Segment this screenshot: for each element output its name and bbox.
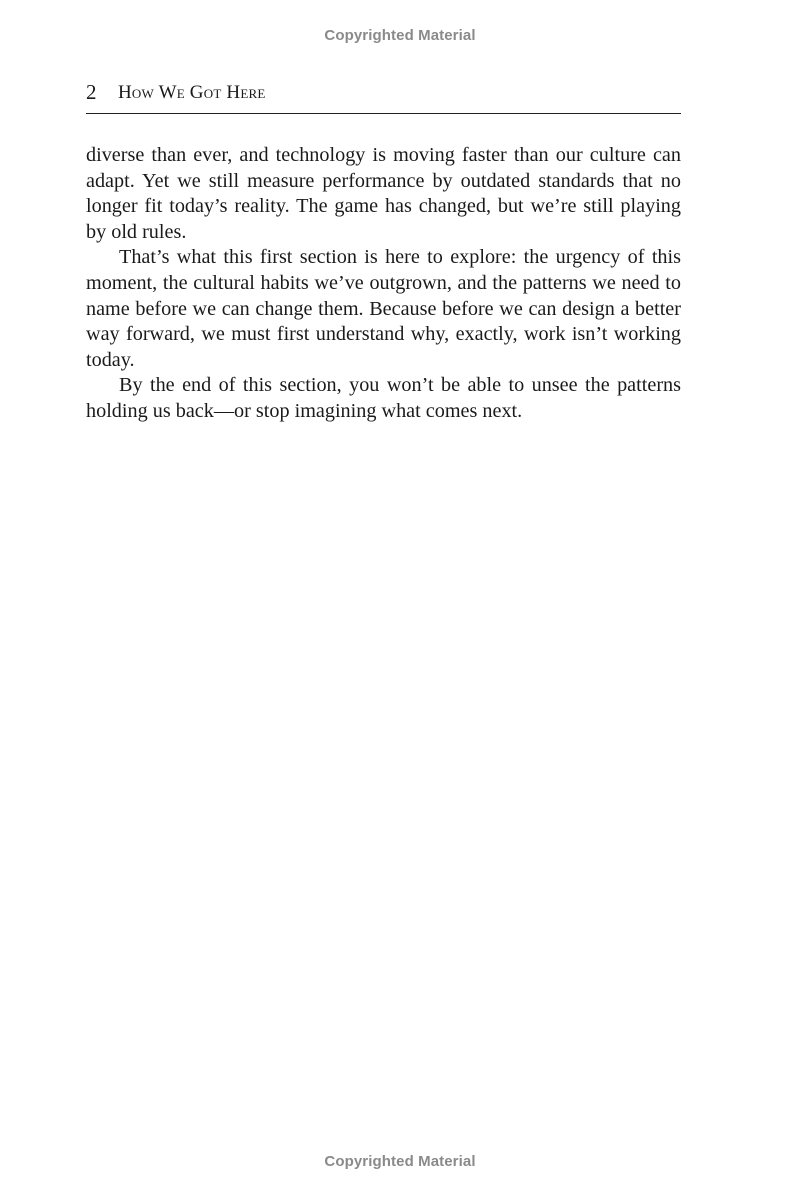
paragraph: That’s what this first section is here to explore: the urgency of this moment, the cultural habits we’ve outgrown, and the patterns we need to name before we can change them. Because before we can design a better way forward, we must first understand why, exactly, work isn’t working today. [86, 246, 681, 371]
paragraph: By the end of this section, you won’t be able to unsee the patterns holding us back—or stop imagining what comes next. [86, 374, 681, 422]
copyright-watermark-bottom: Copyrighted Material [324, 1153, 476, 1170]
paragraph-continued: diverse than ever, and technology is moving faster than our culture can adapt. Yet we still measure performance by outdated standards that no longer fit today’s reality. The game has changed, but we’re still playing by old rules. [86, 144, 681, 243]
copyright-watermark-top: Copyrighted Material [324, 27, 476, 44]
page-number: 2 [86, 80, 97, 104]
running-header [86, 78, 681, 114]
running-header-title: How We Got Here [118, 82, 266, 103]
body-text [86, 143, 681, 425]
